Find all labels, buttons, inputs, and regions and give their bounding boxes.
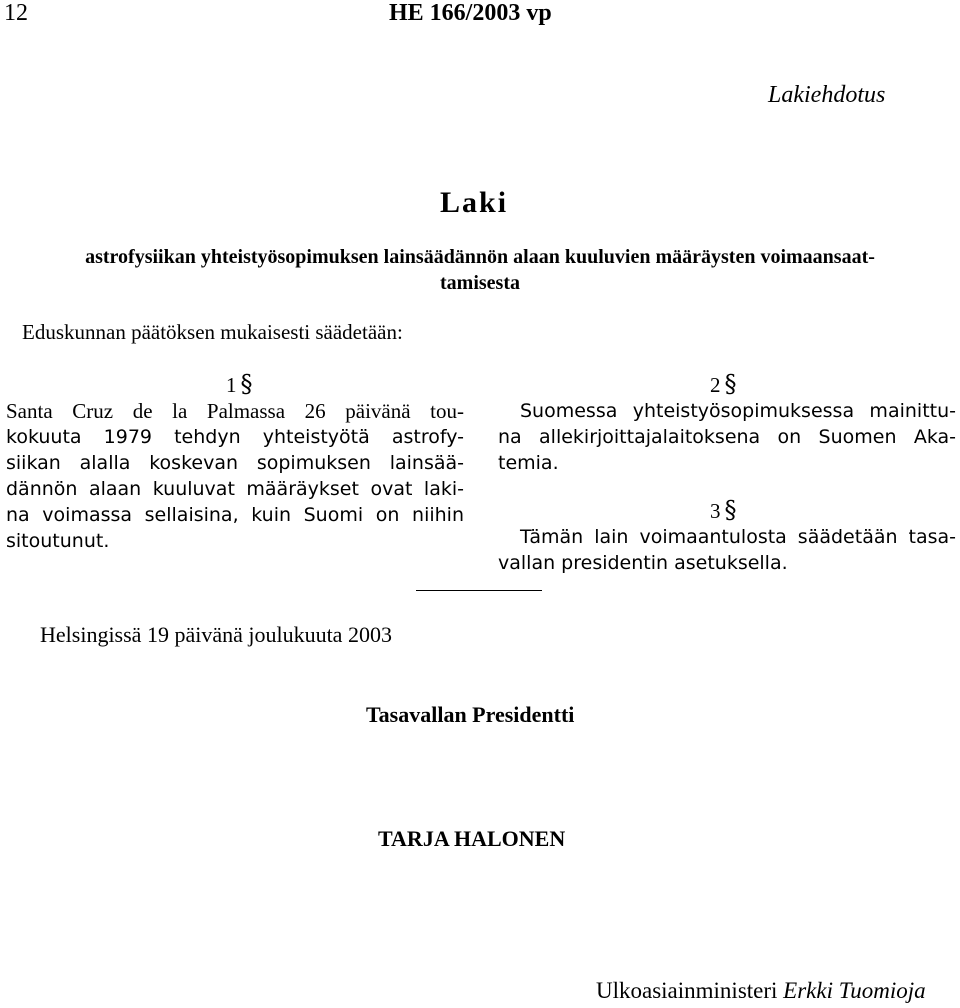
section-1-line: na voimassa sellaisina, kuin Suomi on niihin [6,504,464,526]
law-title: Laki [440,186,509,219]
minister-title: Ulkoasiainministeri [596,978,778,1003]
page-number: 12 [4,0,28,26]
section-1-text [6,398,464,554]
section-2-heading [710,370,737,398]
section-sign-icon: § [724,496,737,524]
section-2-line: Suomessa yhteistyösopimuksessa mainittu- [520,400,956,422]
president-title: Tasavallan Presidentti [366,702,575,727]
subtitle-line-1: astrofysiikan yhteistyösopimuksen lainsäädännön alaan kuuluvien määräysten voimaansaat- [85,246,875,268]
section-2-line: temia. [498,452,559,474]
place-and-date: Helsingissä 19 päivänä joulukuuta 2003 [40,622,392,647]
section-sign-icon: § [724,370,737,398]
section-1-line: Santa Cruz de la Palmassa 26 päivänä tou- [6,399,464,423]
section-2-line: na allekirjoittajalaitoksena on Suomen Aka- [498,426,956,448]
minister-signature [596,978,926,1004]
section-3-line: Tämän lain voimaantulosta säädetään tasa- [520,526,956,548]
section-1-number: 1 [226,373,237,397]
section-1-line: sitoutunut. [6,530,110,552]
proposal-label: Lakiehdotus [768,82,886,108]
president-name: TARJA HALONEN [378,826,566,851]
section-3-text [498,524,956,576]
subtitle-line-2: tamisesta [440,272,520,294]
law-subtitle [0,244,960,296]
section-1-line: dännön alaan kuuluvat määräykset ovat laki- [6,478,464,500]
document-id: HE 166/2003 vp [389,0,552,26]
section-1-line: siikan alalla koskevan sopimuksen lainsää- [6,452,464,474]
section-2-number: 2 [710,373,721,397]
section-3-number: 3 [710,499,721,523]
end-of-text-rule [416,590,542,591]
section-3-line: vallan presidentin asetuksella. [498,552,788,574]
minister-name: Erkki Tuomioja [783,978,926,1003]
section-1-line: kokuuta 1979 tehdyn yhteistyötä astrofy- [6,426,464,448]
section-1-heading [226,370,253,398]
section-sign-icon: § [240,370,253,398]
enacting-clause: Eduskunnan päätöksen mukaisesti säädetään: [22,320,403,344]
section-3-heading [710,496,737,524]
section-2-text [498,398,956,476]
